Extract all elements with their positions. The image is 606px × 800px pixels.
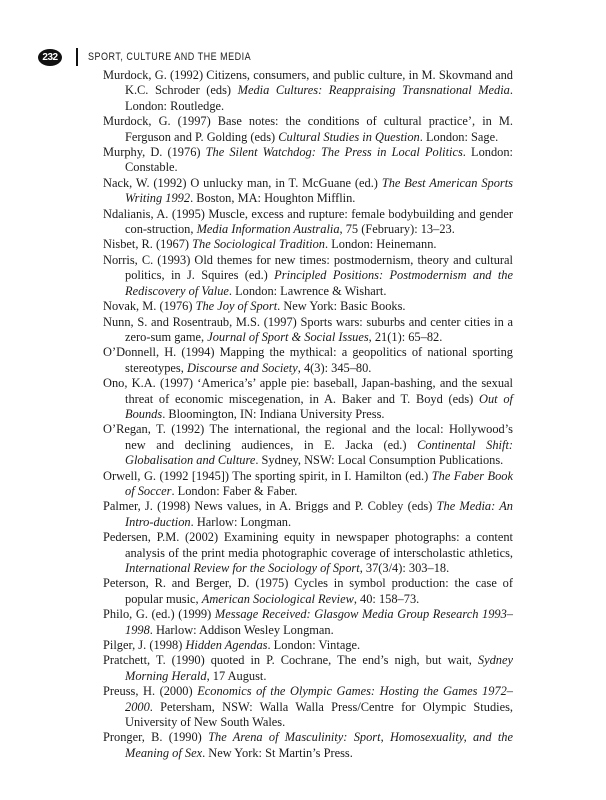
reference-text: . London: Heinemann. — [325, 237, 437, 252]
reference-text: . London: Routledge. — [125, 83, 513, 113]
reference-text: . Bloomington, IN: Indiana University Press. — [162, 406, 385, 421]
reference-entry — [103, 176, 513, 207]
reference-text: . London: Vintage. — [267, 638, 361, 653]
reference-text: Norris, C. (1993) Old themes for new times: postmodernism, theory and cultural politics, in J. Squires (ed.) — [103, 252, 513, 283]
reference-entry — [103, 68, 513, 114]
reference-text: Palmer, J. (1998) News values, in A. Briggs and P. Cobley (eds) — [103, 499, 437, 514]
reference-entry — [103, 638, 513, 653]
reference-title: Cultural Studies in Question — [278, 129, 420, 144]
reference-title: The Arena of Masculinity: Sport, Homosexuality, and the Meaning of Sex — [125, 730, 513, 760]
reference-title: International Review for the Sociology of Sport — [125, 561, 360, 575]
reference-text: Nunn, S. and Rosentraub, M.S. (1997) Sports wars: suburbs and center cities in a zero-sum game, — [103, 314, 513, 344]
reference-text: O’Donnell, H. (1994) Mapping the mythical: a geopolitics of national sporting stereotypes, — [103, 345, 513, 375]
reference-text: , 17 August. — [206, 668, 267, 683]
reference-text: , 21(1): 65–82. — [368, 329, 443, 344]
header-divider — [76, 48, 78, 66]
reference-entry — [103, 299, 513, 314]
reference-text: . London: Sage. — [419, 129, 499, 144]
reference-text: O’Regan, T. (1992) The international, the regional and the local: Hollywood’s new and declining audiences, in E. Jacka (ed.) — [103, 422, 513, 452]
reference-text: Pedersen, P.M. (2002) Examining equity in newspaper photographs: a content analysis of the print media photographic coverage of interscholastic athletics, — [103, 530, 513, 560]
reference-text: . Sydney, NSW: Local Consumption Publications. — [255, 453, 504, 468]
reference-entry — [103, 607, 513, 638]
reference-text: Pilger, J. (1998) — [103, 638, 186, 653]
reference-title: The Silent Watchdog: The Press in Local Politics — [205, 145, 463, 160]
reference-title: Journal of Sport & Social Issues — [207, 329, 369, 344]
reference-entry — [103, 253, 513, 299]
reference-title: Media Cultures: Reappraising Transnational Media — [237, 83, 510, 98]
reference-text: Ono, K.A. (1997) ‘America’s’ apple pie: baseball, Japan-bashing, and the sexual threat of economic miscegenation, in A. Baker and T. Boyd (eds) — [103, 376, 513, 406]
reference-text: Ndalianis, A. (1995) Muscle, excess and rupture: female bodybuilding and gender con-struction, — [103, 206, 513, 237]
reference-entry — [103, 315, 513, 346]
reference-entry — [103, 345, 513, 376]
reference-title: The Best American Sports Writing 1992 — [125, 175, 513, 206]
reference-text: . Petersham, NSW: Walla Walla Press/Centre for Olympic Studies, University of New South Wales. — [125, 699, 513, 730]
reference-text: . New York: St Martin’s Press. — [202, 745, 353, 760]
reference-entry — [103, 145, 513, 176]
reference-entry — [103, 653, 513, 684]
reference-text: . Harlow: Longman. — [190, 514, 292, 529]
reference-text: . Boston, MA: Houghton Mifflin. — [190, 191, 356, 206]
reference-text: Murdock, G. (1997) Base notes: the conditions of cultural practice’, in M. Ferguson and P. Golding (eds) — [103, 114, 513, 144]
reference-text: Murphy, D. (1976) — [103, 145, 206, 160]
reference-title: Discourse and Society — [186, 360, 298, 375]
reference-entry — [103, 237, 513, 252]
page-number-badge: 232 — [38, 49, 62, 66]
reference-entry — [103, 376, 513, 422]
reference-text: Philo, G. (ed.) (1999) — [103, 607, 215, 622]
reference-list — [103, 68, 513, 761]
reference-entry — [103, 576, 513, 607]
reference-text: . London: Lawrence & Wishart. — [228, 283, 387, 298]
running-title: SPORT, CULTURE AND THE MEDIA — [88, 51, 252, 63]
reference-entry — [103, 114, 513, 145]
reference-entry — [103, 207, 513, 238]
reference-title: Media Information Australia — [196, 222, 340, 237]
reference-text: Orwell, G. (1992 [1945]) The sporting spirit, in I. Hamilton (ed.) — [103, 468, 432, 483]
reference-title: Principled Positions: Postmodernism and the Rediscovery of Value — [125, 268, 513, 298]
reference-text: . London: Constable. — [125, 145, 513, 175]
reference-text: Nack, W. (1992) O unlucky man, in T. McGuane (ed.) — [103, 175, 382, 190]
reference-entry — [103, 730, 513, 761]
reference-text: Nisbet, R. (1967) — [103, 237, 193, 252]
reference-text: Pratchett, T. (1990) quoted in P. Cochrane, The end’s nigh, but wait, — [103, 653, 478, 668]
reference-title: The Media: An Intro-duction — [125, 499, 513, 529]
reference-text: , 75 (February): 13–23. — [339, 222, 455, 237]
reference-title: Economics of the Olympic Games: Hosting the Games 1972–2000 — [125, 684, 513, 714]
reference-text: . London: Faber & Faber. — [171, 483, 298, 498]
reference-title: The Faber Book of Soccer — [125, 468, 514, 498]
reference-entry — [103, 530, 513, 576]
reference-entry — [103, 469, 513, 500]
reference-text: Pronger, B. (1990) — [103, 730, 209, 745]
reference-title: Sydney Morning Herald — [125, 653, 513, 683]
reference-title: Hidden Agendas — [185, 638, 268, 653]
reference-entry — [103, 499, 513, 530]
reference-text: . Harlow: Addison Wesley Longman. — [149, 622, 334, 637]
running-header — [38, 47, 287, 67]
reference-title: The Joy of Sport — [195, 299, 278, 314]
reference-text: Murdock, G. (1992) Citizens, consumers, and public culture, in M. Skovmand and K.C. Schroder (eds) — [103, 68, 513, 98]
reference-title: The Sociological Tradition — [192, 237, 326, 252]
reference-text: Peterson, R. and Berger, D. (1975) Cycles in symbol production: the case of popular music, — [103, 576, 513, 606]
reference-title: Continental Shift: Globalisation and Culture — [125, 437, 514, 468]
reference-title: Out of Bounds — [125, 391, 513, 421]
reference-text: Novak, M. (1976) — [103, 299, 196, 314]
reference-title: Message Received: Glasgow Media Group Research 1993–1998 — [125, 607, 513, 637]
reference-entry — [103, 422, 513, 468]
reference-text: . New York: Basic Books. — [277, 299, 406, 314]
reference-title: American Sociological Review — [201, 591, 354, 606]
reference-text: , 37(3/4): 303–18. — [359, 561, 450, 575]
reference-text: , 40: 158–73. — [353, 591, 420, 606]
reference-text: , 4(3): 345–80. — [297, 360, 372, 375]
reference-text: Preuss, H. (2000) — [103, 684, 198, 699]
reference-entry — [103, 684, 513, 730]
